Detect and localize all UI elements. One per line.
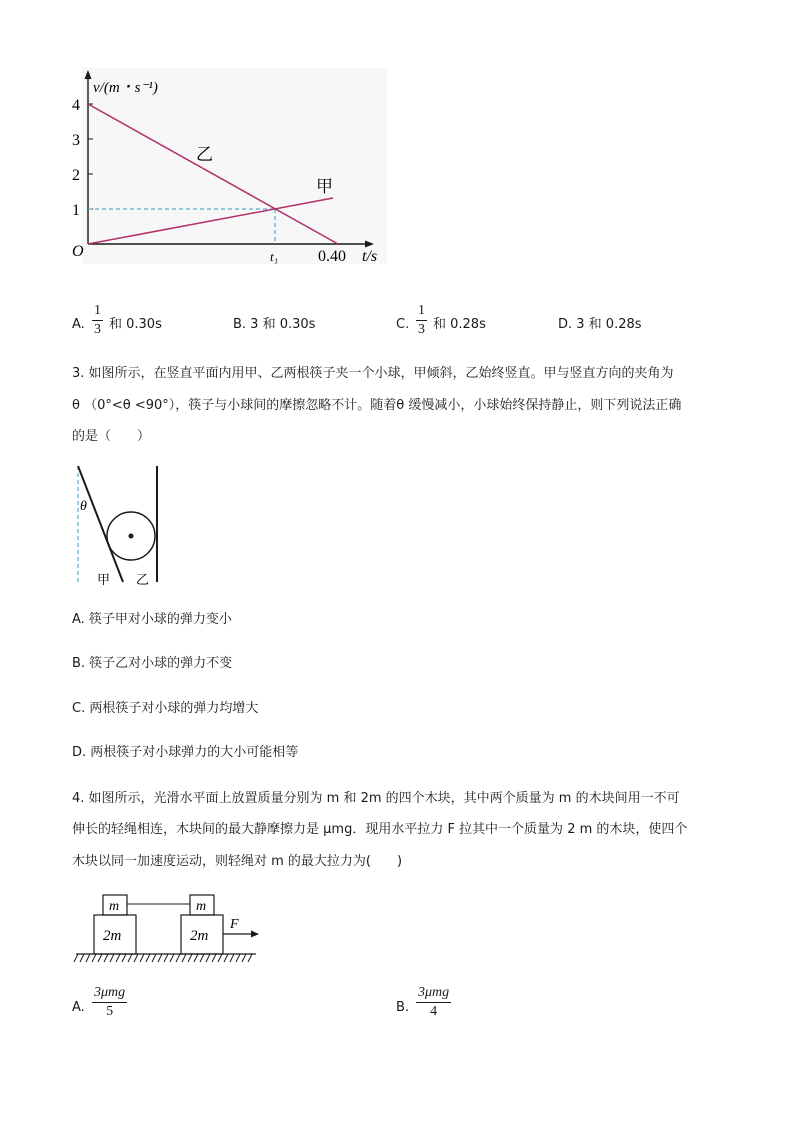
theta-label: θ: [80, 499, 87, 514]
y-axis-label: v/(m・s⁻¹): [93, 80, 158, 96]
line-jia-label: 甲: [316, 177, 333, 196]
chopstick-jia: [78, 466, 123, 582]
q4-figure: [70, 890, 270, 970]
q3-stem-line1: 3. 如图所示，在竖直平面内用甲、乙两根筷子夹一个小球，甲倾斜，乙始终竖直。甲与竖直方向的夹角为: [72, 366, 674, 381]
q2-option-b[interactable]: B. 3 和 0.30s: [233, 317, 316, 332]
q4-option-a-fraction: [92, 986, 127, 1019]
q3-option-d[interactable]: D. 两根筷子对小球弹力的大小可能相等: [72, 745, 299, 760]
label-force: F: [230, 917, 239, 932]
fraction-bar: [416, 320, 427, 321]
q3-stem-line2: θ （0°<θ <90°），筷子与小球间的摩擦忽略不计。随着θ 缓慢减小，小球始终保持静止，则下列说法正确: [72, 398, 682, 413]
label-2m-right: 2m: [190, 928, 209, 944]
jia-label: 甲: [97, 572, 111, 587]
q4-stem-line2: 伸长的轻绳相连，木块间的最大静摩擦力是 μmg．现用水平拉力 F 拉其中一个质量为 2 m 的木块，使四个: [72, 822, 688, 837]
fraction-bar: [92, 320, 103, 321]
q2-option-a-suffix: 和 0.30s: [109, 317, 162, 332]
q4-stem-line1: 4. 如图所示，光滑水平面上放置质量分别为 m 和 2m 的四个木块，其中两个质量为 m 的木块间用一不可: [72, 791, 680, 806]
q4-option-b[interactable]: [396, 986, 486, 1030]
q4-stem-line3: 木块以同一加速度运动，则轻绳对 m 的最大拉力为( ): [72, 854, 403, 869]
fraction-denominator: 3: [94, 322, 101, 337]
yi-label: 乙: [136, 572, 150, 587]
q4-option-a[interactable]: [72, 986, 162, 1030]
label-2m-left: 2m: [103, 928, 122, 944]
fraction-numerator: 1: [94, 303, 101, 318]
origin-label: O: [72, 243, 84, 260]
label-m-left: m: [109, 899, 120, 914]
vt-graph-svg: [60, 68, 390, 278]
q3-option-a[interactable]: A. 筷子甲对小球的弹力变小: [72, 612, 232, 627]
ground-hatching: [74, 954, 252, 962]
fraction-denominator: 3: [418, 322, 425, 337]
fraction-bar: [416, 1002, 451, 1003]
q2-option-d[interactable]: D. 3 和 0.28s: [558, 317, 642, 332]
y-tick-label-4: 4: [72, 97, 80, 114]
fraction-bar: [92, 1002, 127, 1003]
fraction-denominator: 4: [430, 1004, 438, 1019]
fraction-numerator: 3μmg: [94, 985, 126, 1000]
q3-stem-line3: 的是（ ）: [72, 429, 151, 444]
label-m-right: m: [196, 899, 207, 914]
q3-figure: [68, 462, 168, 592]
y-tick-label-3: 3: [72, 132, 80, 149]
y-tick-label-1: 1: [72, 202, 80, 219]
fraction-denominator: 5: [106, 1004, 114, 1019]
x-axis-label: t/s: [362, 248, 378, 265]
q4-figure-svg: [70, 890, 270, 970]
q2-option-c-prefix: C.: [396, 317, 410, 332]
q4-option-b-fraction: [416, 986, 451, 1019]
x-tick-t1-label: t₁: [270, 249, 279, 264]
q4-option-a-prefix: A.: [72, 1000, 85, 1015]
y-tick-label-2: 2: [72, 167, 80, 184]
force-arrow-head: [251, 931, 259, 938]
graph-background: [82, 68, 387, 264]
q2-option-a-prefix: A.: [72, 317, 85, 332]
q2-option-c-fraction: [416, 304, 427, 337]
fraction-numerator: 1: [418, 303, 425, 318]
q2-option-c[interactable]: [396, 304, 516, 344]
x-tick-end-label: 0.40: [318, 248, 346, 265]
ball-center: [129, 534, 134, 539]
q2-option-c-suffix: 和 0.28s: [433, 317, 486, 332]
fraction-numerator: 3μmg: [418, 985, 450, 1000]
q3-figure-svg: [68, 462, 168, 592]
q3-option-c[interactable]: C. 两根筷子对小球的弹力均增大: [72, 701, 259, 716]
q4-option-b-prefix: B.: [396, 1000, 410, 1015]
vt-graph: [60, 68, 390, 278]
q2-option-a[interactable]: [72, 304, 192, 344]
q3-option-b[interactable]: B. 筷子乙对小球的弹力不变: [72, 656, 233, 671]
q2-option-a-fraction: [92, 304, 103, 337]
line-yi-label: 乙: [196, 145, 213, 164]
